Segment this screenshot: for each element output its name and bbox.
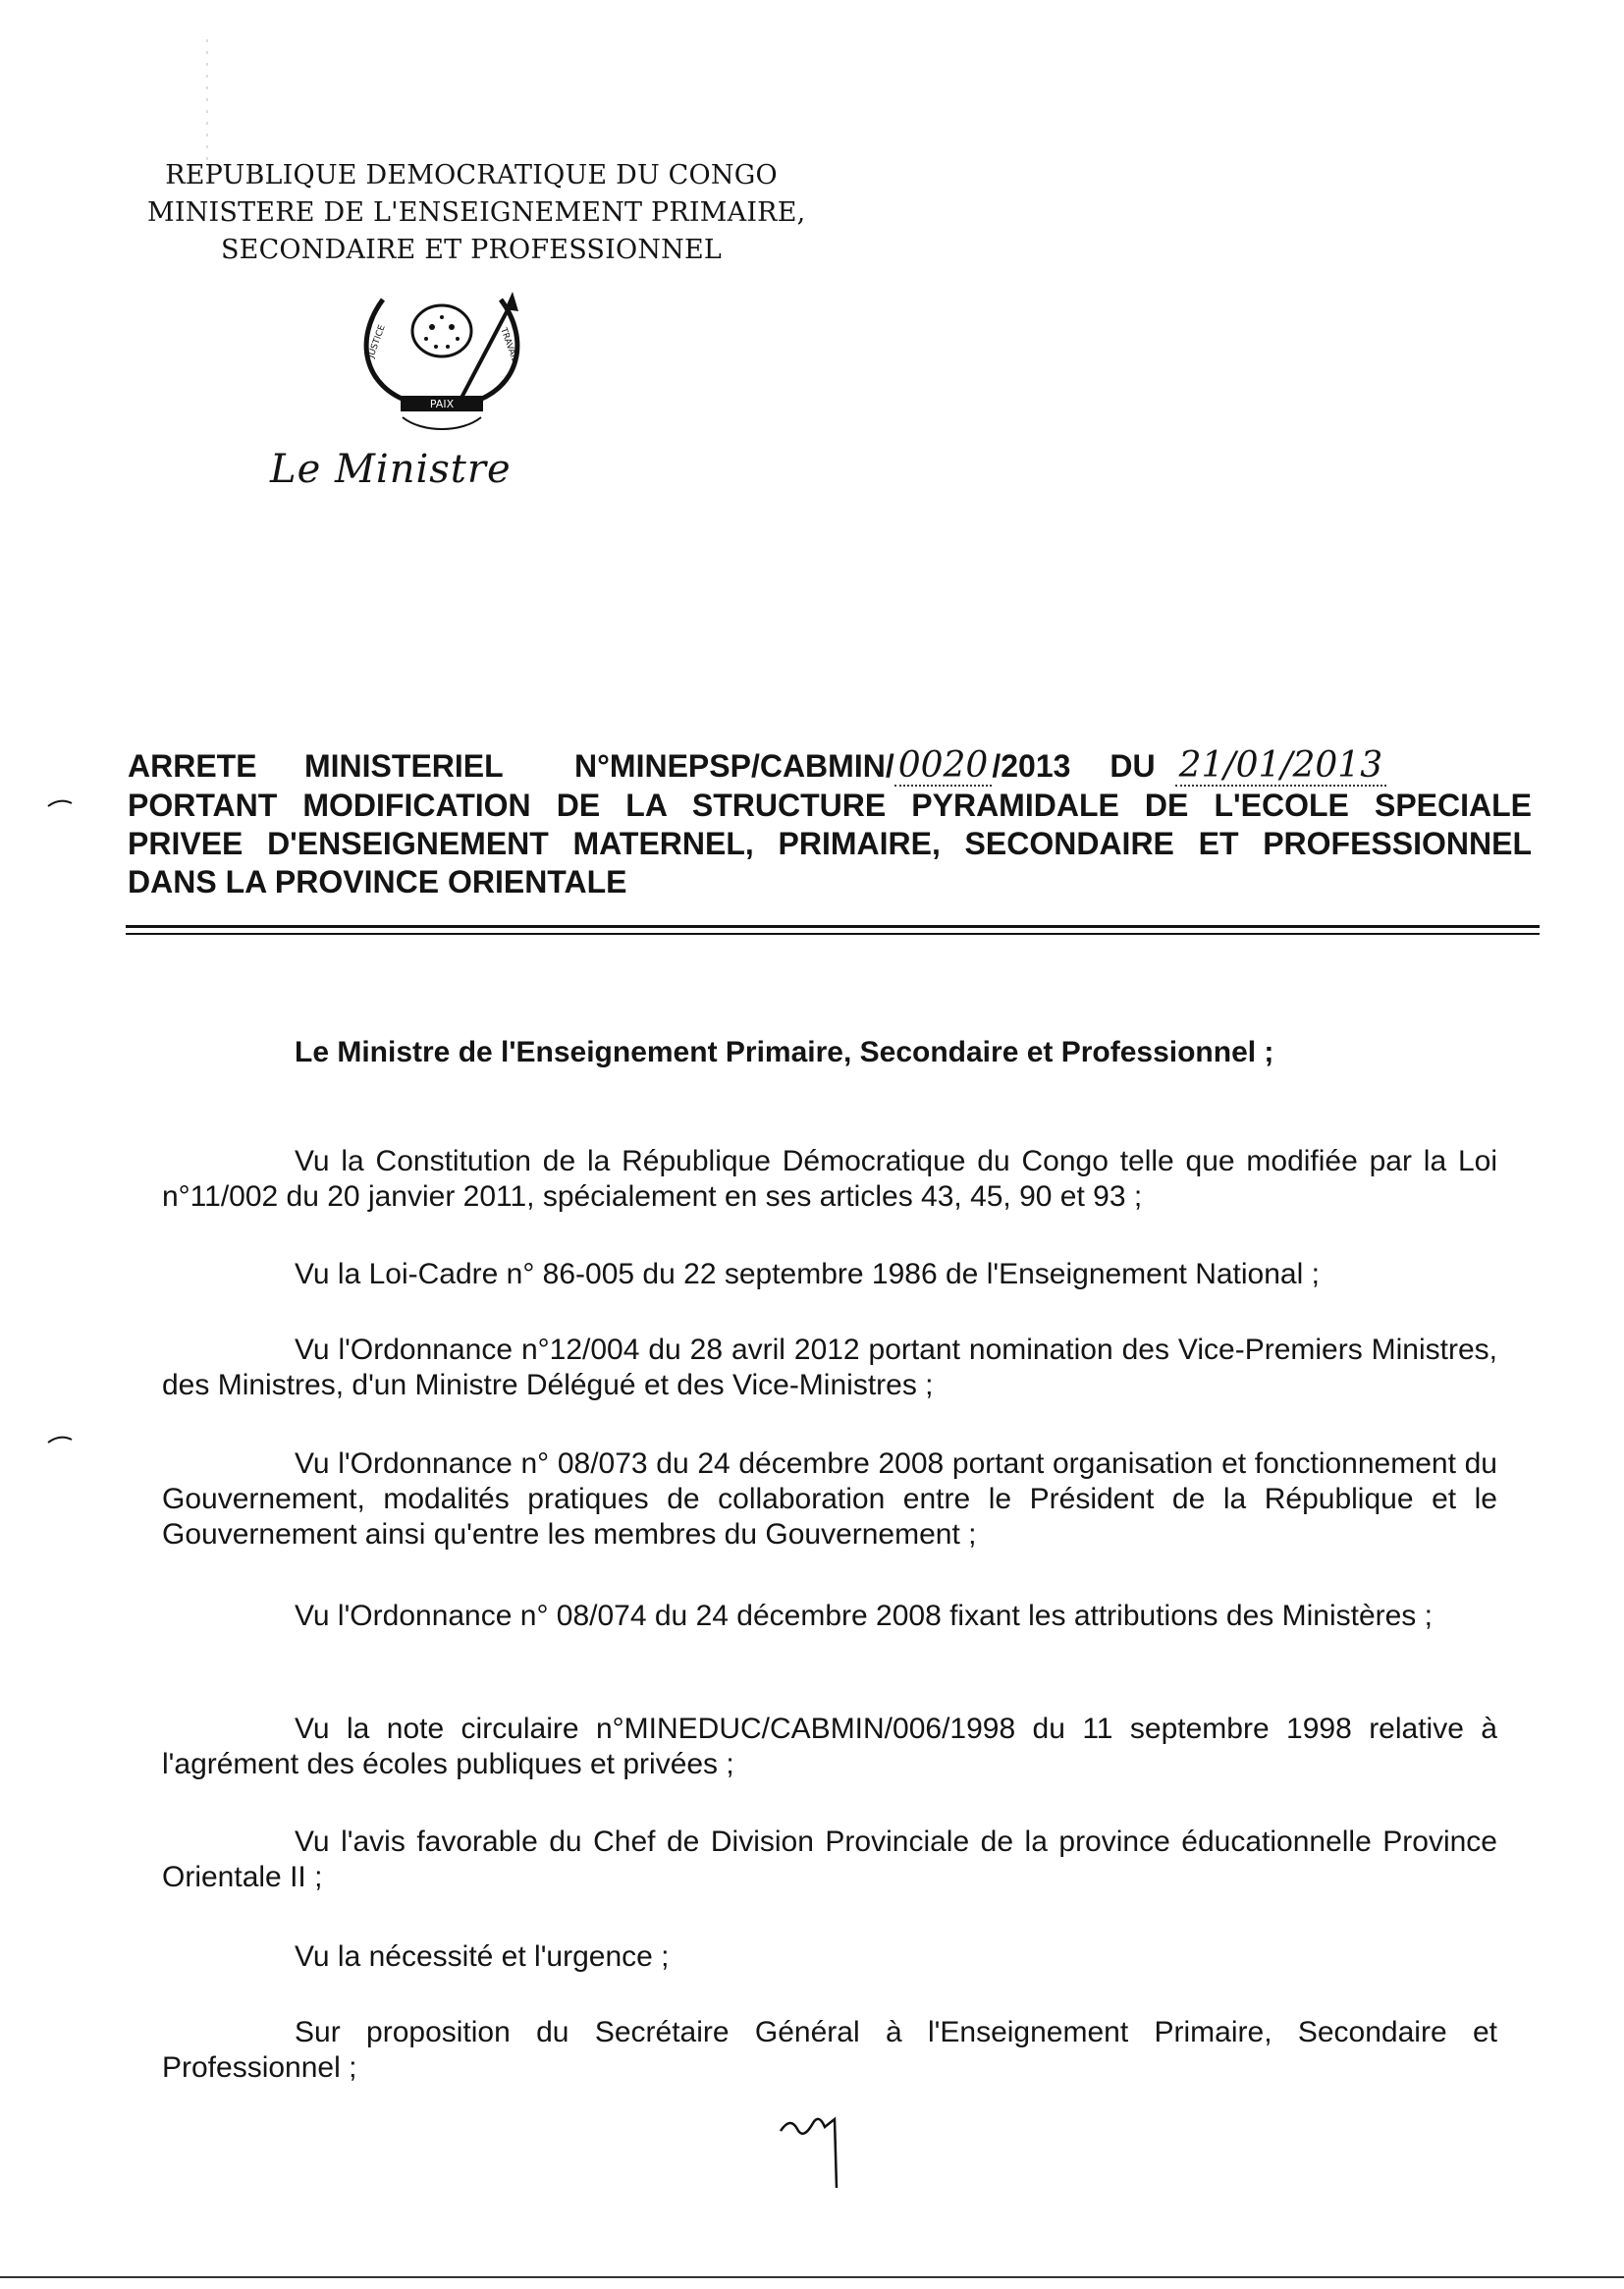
considerations	[162, 1825, 1497, 1895]
decree-word-ministeriel: MINISTERIEL	[304, 748, 504, 784]
consideration-item: Vu la note circulaire n°MINEDUC/CABMIN/006/1998 du 11 septembre 1998 relative à l'agrément des écoles publiques et privées ;	[162, 1713, 1497, 1780]
scan-artifact	[206, 39, 208, 167]
considerations	[162, 1257, 1497, 1292]
decree-number-handwritten: 0020	[894, 746, 993, 787]
consideration-item: Vu la Loi-Cadre n° 86-005 du 22 septembre 1986 de l'Enseignement National ;	[295, 1258, 1320, 1290]
decree-word-arrete: ARRETE	[128, 748, 257, 784]
decree-subject-line: PORTANT MODIFICATION DE LA STRUCTURE PYRAMIDALE DE L'ECOLE SPECIALE	[128, 788, 1532, 823]
letterhead-ministry-cont: SECONDAIRE ET PROFESSIONNEL	[220, 235, 723, 265]
consideration-item: Sur proposition du Secrétaire Général à l'Enseignement Primaire, Secondaire et Professionnel ;	[162, 2016, 1497, 2084]
emblem-motto-left: JUSTICE	[366, 323, 388, 360]
initials-signature	[776, 2101, 864, 2190]
letterhead	[147, 157, 806, 269]
decree-date-handwritten: 21/01/2013	[1175, 746, 1387, 787]
page-bottom-rule	[0, 2276, 1624, 2278]
consideration-item: Vu l'Ordonnance n° 08/073 du 24 décembre 2008 portant organisation et fonctionnement du Gouvernement, modalités pratiques de collaboration entre le Président de la République et le Gouvernement ainsi qu'entre les membres du Gouvernement ;	[162, 1447, 1497, 1551]
margin-mark	[47, 797, 73, 807]
considerations	[162, 2015, 1497, 2086]
decree-year: /2013	[992, 748, 1071, 784]
consideration-item: Vu l'Ordonnance n° 08/074 du 24 décembre 2008 fixant les attributions des Ministères ;	[295, 1600, 1433, 1632]
emblem-motto-right: TRAVAIL	[498, 326, 520, 364]
consideration-item: Vu l'avis favorable du Chef de Division Provinciale de la province éducationnelle Province Orientale II ;	[162, 1826, 1497, 1893]
considerations	[162, 1144, 1497, 1215]
considerations	[162, 1939, 1497, 1975]
considerations	[162, 1446, 1497, 1553]
decree-subject-line: DANS LA PROVINCE ORIENTALE	[128, 864, 627, 899]
consideration-item: Vu la Constitution de la République Démocratique du Congo telle que modifiée par la Loi n°11/002 du 20 janvier 2011, spécialement en ses articles 43, 45, 90 et 93 ;	[162, 1145, 1497, 1213]
considerations	[162, 1712, 1497, 1782]
title-divider	[126, 925, 1540, 928]
consideration-item: Vu la nécessité et l'urgence ;	[295, 1940, 670, 1973]
considerations	[162, 1333, 1497, 1403]
decree-reference-prefix: N°MINEPSP/CABMIN/	[574, 748, 894, 784]
emblem-motto-center: PAIX	[429, 398, 455, 410]
title-divider	[126, 933, 1540, 935]
considerations	[162, 1599, 1497, 1634]
decree-du: DU	[1110, 748, 1156, 784]
consideration-item: Vu l'Ordonnance n°12/004 du 28 avril 2012 portant nomination des Vice-Premiers Ministres, des Ministres, d'un Ministre Délégué et des Vice-Ministres ;	[162, 1334, 1497, 1401]
salutation: Le Ministre de l'Enseignement Primaire, Secondaire et Professionnel ;	[295, 1036, 1274, 1068]
decree-reference-line	[128, 746, 1532, 787]
decree-title	[128, 746, 1532, 901]
signatory-handwritten: Le Ministre	[270, 447, 512, 492]
coat-of-arms-icon	[344, 280, 540, 437]
decree-subject-line: PRIVEE D'ENSEIGNEMENT MATERNEL, PRIMAIRE, SECONDAIRE ET PROFESSIONNEL	[128, 826, 1532, 861]
letterhead-ministry: MINISTERE DE L'ENSEIGNEMENT PRIMAIRE,	[147, 197, 806, 228]
letterhead-country: REPUBLIQUE DEMOCRATIQUE DU CONGO	[165, 160, 778, 191]
margin-mark	[47, 1434, 73, 1444]
